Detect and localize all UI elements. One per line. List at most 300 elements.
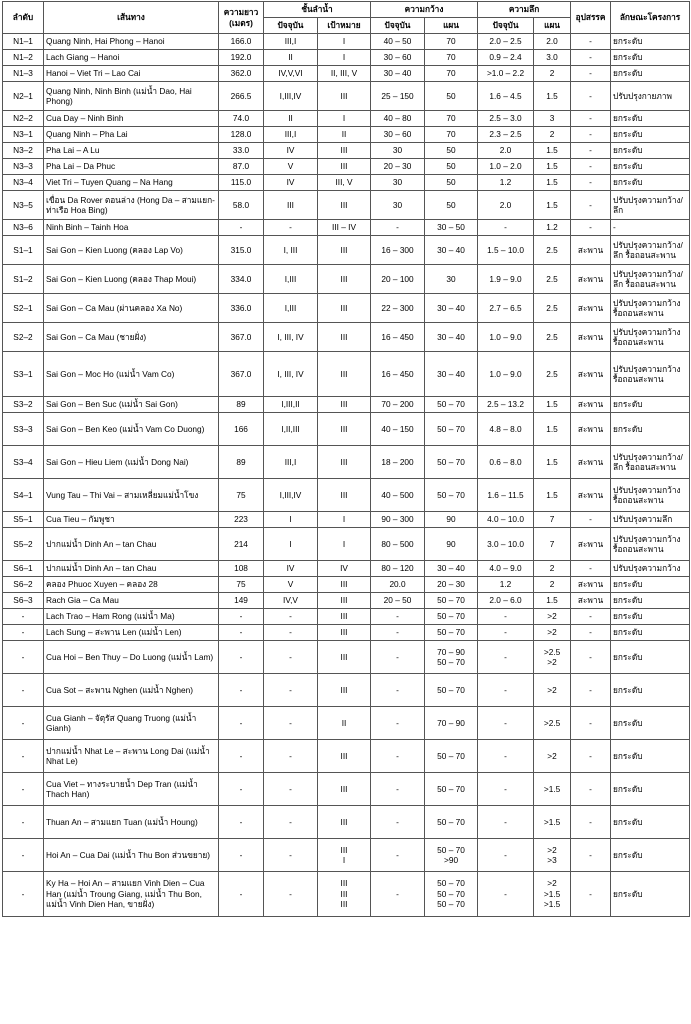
cell-id: N3–5	[3, 191, 44, 220]
cell-route: Ninh Binh – Tainh Hoa	[44, 220, 219, 236]
cell-width-current: 40 – 500	[371, 479, 425, 512]
cell-width-plan: 30 – 40	[425, 561, 478, 577]
cell-length: 266.5	[219, 82, 264, 111]
table-row	[3, 111, 690, 127]
table-row	[3, 175, 690, 191]
cell-depth-plan: 7	[534, 528, 571, 561]
cell-route: Rach Gia – Ca Mau	[44, 593, 219, 609]
cell-length: 367.0	[219, 352, 264, 397]
cell-width-current: -	[371, 609, 425, 625]
cell-class-target: III	[318, 236, 371, 265]
cell-route: Hoi An – Cua Dai (แม่น้ำ Thu Bon ส่วนขยาย)	[44, 839, 219, 872]
cell-width-current: 18 – 200	[371, 446, 425, 479]
cell-depth-current: >1.0 – 2.2	[478, 66, 534, 82]
cell-class-current: -	[264, 872, 318, 917]
cell-depth-current: -	[478, 625, 534, 641]
cell-obstacle: -	[571, 143, 611, 159]
cell-depth-plan: 2	[534, 561, 571, 577]
cell-project: ปรับปรุงความกว้าง รื้อถอนสะพาน	[611, 352, 690, 397]
cell-route: Quang Ninh, Hai Phong – Hanoi	[44, 34, 219, 50]
cell-width-plan: 30 – 50	[425, 220, 478, 236]
cell-depth-plan: 1.5	[534, 446, 571, 479]
cell-class-target: III – IV	[318, 220, 371, 236]
cell-route: Sai Gon – Moc Ho (แม่น้ำ Vam Co)	[44, 352, 219, 397]
cell-depth-plan: 2	[534, 127, 571, 143]
cell-obstacle: -	[571, 561, 611, 577]
cell-length: 33.0	[219, 143, 264, 159]
cell-depth-current: 1.6 – 11.5	[478, 479, 534, 512]
table-body	[3, 34, 690, 917]
col-depth-header: ความลึก	[478, 2, 571, 18]
cell-route: Thuan An – สามแยก Tuan (แม่น้ำ Houng)	[44, 806, 219, 839]
cell-depth-current: 1.5 – 10.0	[478, 236, 534, 265]
cell-width-current: 25 – 150	[371, 82, 425, 111]
cell-class-current: -	[264, 609, 318, 625]
cell-class-current: I, III	[264, 236, 318, 265]
cell-route: เขื่อน Da Rover ตอนล่าง (Hong Da – สามแยก-ท่าเรือ Hoa Bing)	[44, 191, 219, 220]
cell-class-current: I	[264, 528, 318, 561]
cell-depth-current: -	[478, 674, 534, 707]
table-row	[3, 143, 690, 159]
cell-id: S4–1	[3, 479, 44, 512]
cell-obstacle: สะพาน	[571, 413, 611, 446]
cell-class-target: III I	[318, 839, 371, 872]
cell-depth-plan: 2	[534, 577, 571, 593]
cell-project: ยกระดับ	[611, 143, 690, 159]
cell-depth-plan: 2.5	[534, 236, 571, 265]
cell-class-current: -	[264, 707, 318, 740]
col-width-header: ความกว้าง	[371, 2, 478, 18]
cell-depth-plan: >2	[534, 625, 571, 641]
cell-width-plan: 20 – 30	[425, 577, 478, 593]
cell-id: S2–2	[3, 323, 44, 352]
cell-project: ปรับปรุงความกว้าง	[611, 561, 690, 577]
cell-class-current: IV	[264, 143, 318, 159]
cell-length: 108	[219, 561, 264, 577]
cell-route: Sai Gon – Ben Keo (แม่น้ำ Vam Co Duong)	[44, 413, 219, 446]
cell-width-plan: 50 – 70	[425, 593, 478, 609]
cell-width-plan: 90	[425, 528, 478, 561]
waterway-projects-table	[2, 1, 690, 917]
cell-width-plan: 50 – 70	[425, 397, 478, 413]
cell-depth-current: 1.2	[478, 577, 534, 593]
cell-project: ยกระดับ	[611, 50, 690, 66]
cell-length: 315.0	[219, 236, 264, 265]
cell-length: 223	[219, 512, 264, 528]
cell-class-target: I	[318, 34, 371, 50]
cell-depth-current: 2.0 – 6.0	[478, 593, 534, 609]
cell-length: -	[219, 625, 264, 641]
cell-route: Cua Tieu – กัมพูชา	[44, 512, 219, 528]
cell-width-plan: 50	[425, 175, 478, 191]
cell-class-current: -	[264, 625, 318, 641]
cell-obstacle: -	[571, 111, 611, 127]
cell-class-current: IV,V,VI	[264, 66, 318, 82]
cell-length: 89	[219, 397, 264, 413]
cell-project: ปรับปรุงความกว้าง รื้อถอนสะพาน	[611, 479, 690, 512]
cell-depth-current: 2.0 – 2.5	[478, 34, 534, 50]
cell-length: 334.0	[219, 265, 264, 294]
cell-class-target: III	[318, 397, 371, 413]
cell-class-target: I	[318, 50, 371, 66]
cell-width-current: 20 – 50	[371, 593, 425, 609]
cell-class-current: -	[264, 220, 318, 236]
cell-depth-current: -	[478, 806, 534, 839]
cell-depth-plan: 1.5	[534, 175, 571, 191]
cell-obstacle: -	[571, 674, 611, 707]
cell-depth-plan: 2	[534, 66, 571, 82]
cell-depth-plan: 3.0	[534, 50, 571, 66]
cell-obstacle: -	[571, 220, 611, 236]
cell-class-current: -	[264, 740, 318, 773]
table-row	[3, 674, 690, 707]
cell-width-current: 30	[371, 191, 425, 220]
cell-depth-current: -	[478, 872, 534, 917]
cell-route: Quang Ninh – Pha Lai	[44, 127, 219, 143]
cell-id: N2–1	[3, 82, 44, 111]
cell-length: 75	[219, 577, 264, 593]
cell-project: ยกระดับ	[611, 641, 690, 674]
cell-route: Cua Gianh – จัตุรัส Quang Truong (แม่น้ำ Gianh)	[44, 707, 219, 740]
cell-class-current: -	[264, 674, 318, 707]
cell-obstacle: สะพาน	[571, 593, 611, 609]
cell-width-current: 30	[371, 175, 425, 191]
cell-class-target: III	[318, 625, 371, 641]
table-row	[3, 740, 690, 773]
cell-depth-plan: >2 >1.5 >1.5	[534, 872, 571, 917]
cell-obstacle: -	[571, 512, 611, 528]
cell-width-current: 80 – 500	[371, 528, 425, 561]
cell-id: S3–4	[3, 446, 44, 479]
cell-id: N1–2	[3, 50, 44, 66]
cell-project: ยกระดับ	[611, 609, 690, 625]
cell-project: ยกระดับ	[611, 806, 690, 839]
cell-class-target: III	[318, 413, 371, 446]
cell-width-plan: 50 – 70	[425, 413, 478, 446]
cell-depth-plan: 3	[534, 111, 571, 127]
cell-width-current: -	[371, 674, 425, 707]
cell-width-current: 40 – 50	[371, 34, 425, 50]
cell-obstacle: -	[571, 82, 611, 111]
cell-project: ยกระดับ	[611, 397, 690, 413]
cell-length: -	[219, 220, 264, 236]
col-length-label: ความยาว	[223, 7, 259, 18]
cell-depth-plan: >1.5	[534, 806, 571, 839]
header-row-1	[3, 2, 690, 18]
cell-route: Lach Trao – Ham Rong (แม่น้ำ Ma)	[44, 609, 219, 625]
cell-depth-plan: 2.0	[534, 34, 571, 50]
cell-project: ปรับปรุงความกว้าง/ลึก รื้อถอนสะพาน	[611, 236, 690, 265]
cell-route: ปากแม่น้ำ Nhat Le – สะพาน Long Dai (แม่น้ำ Nhat Le)	[44, 740, 219, 773]
cell-depth-current: 2.0	[478, 143, 534, 159]
cell-depth-current: 1.2	[478, 175, 534, 191]
table-row	[3, 294, 690, 323]
col-class-header: ชั้นลำน้ำ	[264, 2, 371, 18]
cell-obstacle: -	[571, 839, 611, 872]
cell-id: N3–6	[3, 220, 44, 236]
cell-project: ยกระดับ	[611, 66, 690, 82]
cell-class-current: -	[264, 806, 318, 839]
cell-length: 166	[219, 413, 264, 446]
cell-project: ยกระดับ	[611, 593, 690, 609]
cell-depth-current: 4.8 – 8.0	[478, 413, 534, 446]
table-row	[3, 127, 690, 143]
cell-id: -	[3, 641, 44, 674]
cell-id: N3–3	[3, 159, 44, 175]
cell-width-plan: 70	[425, 34, 478, 50]
cell-length: -	[219, 806, 264, 839]
cell-depth-current: 1.0 – 9.0	[478, 352, 534, 397]
cell-depth-plan: >2	[534, 740, 571, 773]
cell-depth-plan: >2	[534, 609, 571, 625]
cell-project: ยกระดับ	[611, 707, 690, 740]
cell-obstacle: -	[571, 34, 611, 50]
col-length-header	[219, 2, 264, 34]
table-row	[3, 806, 690, 839]
cell-class-current: II	[264, 50, 318, 66]
cell-obstacle: -	[571, 641, 611, 674]
cell-depth-plan: 2.5	[534, 294, 571, 323]
cell-length: -	[219, 839, 264, 872]
cell-route: Quang Ninh, Ninh Binh (แม่น้ำ Dao, Hai Phong)	[44, 82, 219, 111]
cell-width-current: -	[371, 806, 425, 839]
cell-class-current: III,I	[264, 127, 318, 143]
cell-width-current: 22 – 300	[371, 294, 425, 323]
depth-plan-header: แผน	[534, 18, 571, 34]
cell-length: 362.0	[219, 66, 264, 82]
cell-depth-current: -	[478, 740, 534, 773]
cell-width-current: -	[371, 641, 425, 674]
cell-class-target: III	[318, 294, 371, 323]
cell-width-current: 40 – 150	[371, 413, 425, 446]
cell-id: S3–2	[3, 397, 44, 413]
cell-id: N3–2	[3, 143, 44, 159]
cell-width-current: -	[371, 740, 425, 773]
cell-depth-current: 1.9 – 9.0	[478, 265, 534, 294]
cell-depth-current: 1.0 – 2.0	[478, 159, 534, 175]
cell-obstacle: สะพาน	[571, 446, 611, 479]
table-row	[3, 773, 690, 806]
cell-project: ยกระดับ	[611, 413, 690, 446]
cell-depth-plan: 2.5	[534, 352, 571, 397]
cell-class-target: III	[318, 641, 371, 674]
cell-width-plan: 50 – 70	[425, 479, 478, 512]
cell-class-target: III	[318, 479, 371, 512]
cell-width-plan: 50 – 70 >90	[425, 839, 478, 872]
cell-length: 214	[219, 528, 264, 561]
cell-class-current: I,III	[264, 265, 318, 294]
cell-route: คลอง Phuoc Xuyen – คลอง 28	[44, 577, 219, 593]
cell-route: Cua Viet – ทางระบายน้ำ Dep Tran (แม่น้ำ Thach Han)	[44, 773, 219, 806]
cell-width-plan: 30 – 40	[425, 352, 478, 397]
cell-route: Vung Tau – Thi Vai – สามเหลี่ยมแม่น้ำโขง	[44, 479, 219, 512]
table-row	[3, 577, 690, 593]
cell-obstacle: -	[571, 707, 611, 740]
cell-width-plan: 70	[425, 50, 478, 66]
cell-width-plan: 50 – 70	[425, 446, 478, 479]
cell-obstacle: สะพาน	[571, 294, 611, 323]
cell-depth-current: -	[478, 839, 534, 872]
cell-length: -	[219, 773, 264, 806]
cell-obstacle: สะพาน	[571, 397, 611, 413]
cell-length: 149	[219, 593, 264, 609]
cell-width-current: -	[371, 625, 425, 641]
cell-width-current: 30 – 60	[371, 127, 425, 143]
cell-route: Ky Ha – Hoi An – สามแยก Vinh Dien – Cua Han (แม่น้ำ Troung Giang, แม่น้ำ Thu Bon, แม่น้ำ Vinh Dien Han, ขายฝั่ง)	[44, 872, 219, 917]
class-current-header: ปัจจุบัน	[264, 18, 318, 34]
cell-class-target: III	[318, 82, 371, 111]
cell-class-current: III,I	[264, 34, 318, 50]
cell-class-current: I,III,II	[264, 397, 318, 413]
cell-depth-plan: 1.5	[534, 159, 571, 175]
cell-depth-current: -	[478, 609, 534, 625]
cell-route: Cua Hoi – Ben Thuy – Do Luong (แม่น้ำ Lam)	[44, 641, 219, 674]
cell-class-target: III	[318, 323, 371, 352]
cell-id: N3–4	[3, 175, 44, 191]
cell-route: Sai Gon – Hieu Liem (แม่น้ำ Dong Nai)	[44, 446, 219, 479]
table-row	[3, 236, 690, 265]
cell-class-target: III	[318, 593, 371, 609]
cell-id: -	[3, 674, 44, 707]
cell-width-current: 20 – 30	[371, 159, 425, 175]
cell-id: S6–1	[3, 561, 44, 577]
cell-depth-current: 3.0 – 10.0	[478, 528, 534, 561]
cell-class-current: II	[264, 111, 318, 127]
table-row	[3, 34, 690, 50]
table-row	[3, 561, 690, 577]
cell-width-plan: 70	[425, 127, 478, 143]
cell-width-plan: 50 – 70	[425, 806, 478, 839]
cell-class-target: III	[318, 159, 371, 175]
cell-project: ยกระดับ	[611, 127, 690, 143]
cell-class-target: I	[318, 512, 371, 528]
cell-class-target: III	[318, 609, 371, 625]
cell-depth-current: 0.6 – 8.0	[478, 446, 534, 479]
cell-depth-plan: >2	[534, 674, 571, 707]
cell-class-current: I,III,IV	[264, 82, 318, 111]
cell-class-target: III	[318, 446, 371, 479]
depth-current-header: ปัจจุบัน	[478, 18, 534, 34]
cell-obstacle: -	[571, 806, 611, 839]
cell-id: S1–2	[3, 265, 44, 294]
class-target-header: เป้าหมาย	[318, 18, 371, 34]
cell-depth-current: 2.5 – 13.2	[478, 397, 534, 413]
cell-route: Sai Gon – Ca Mau (ผ่านคลอง Xa No)	[44, 294, 219, 323]
cell-class-target: II	[318, 127, 371, 143]
table-row	[3, 872, 690, 917]
cell-class-target: III III III	[318, 872, 371, 917]
table-row	[3, 609, 690, 625]
cell-width-current: 16 – 450	[371, 323, 425, 352]
cell-depth-current: 2.3 – 2.5	[478, 127, 534, 143]
cell-depth-plan: 2.5	[534, 265, 571, 294]
cell-class-target: II, III, V	[318, 66, 371, 82]
cell-route: ปากแม่น้ำ Dinh An – tan Chau	[44, 528, 219, 561]
cell-class-target: I	[318, 528, 371, 561]
cell-class-current: I,II,III	[264, 413, 318, 446]
cell-project: ยกระดับ	[611, 839, 690, 872]
cell-width-current: -	[371, 839, 425, 872]
cell-id: -	[3, 806, 44, 839]
cell-route: Sai Gon – Kien Luong (คลอง Lap Vo)	[44, 236, 219, 265]
cell-width-plan: 50	[425, 82, 478, 111]
cell-width-current: 20 – 100	[371, 265, 425, 294]
cell-obstacle: สะพาน	[571, 236, 611, 265]
cell-id: S3–3	[3, 413, 44, 446]
cell-id: -	[3, 740, 44, 773]
cell-width-plan: 50	[425, 143, 478, 159]
cell-project: ยกระดับ	[611, 872, 690, 917]
cell-class-target: III	[318, 143, 371, 159]
cell-id: S5–2	[3, 528, 44, 561]
cell-class-target: IV	[318, 561, 371, 577]
cell-id: -	[3, 839, 44, 872]
cell-project: ปรับปรุงความกว้าง/ลึก	[611, 191, 690, 220]
cell-length: -	[219, 740, 264, 773]
cell-depth-plan: 1.5	[534, 191, 571, 220]
cell-obstacle: สะพาน	[571, 323, 611, 352]
cell-length: -	[219, 641, 264, 674]
cell-project: ปรับปรุงความกว้าง รื้อถอนสะพาน	[611, 323, 690, 352]
cell-obstacle: สะพาน	[571, 528, 611, 561]
table-row	[3, 159, 690, 175]
table-row	[3, 528, 690, 561]
table-row	[3, 323, 690, 352]
cell-depth-current: -	[478, 641, 534, 674]
table-row	[3, 593, 690, 609]
cell-project: ยกระดับ	[611, 740, 690, 773]
cell-class-target: III	[318, 740, 371, 773]
cell-class-current: V	[264, 159, 318, 175]
cell-width-current: 30	[371, 143, 425, 159]
cell-project: ยกระดับ	[611, 577, 690, 593]
cell-obstacle: -	[571, 740, 611, 773]
cell-route: Pha Lai – Da Phuc	[44, 159, 219, 175]
cell-depth-plan: 2.5	[534, 323, 571, 352]
cell-obstacle: -	[571, 175, 611, 191]
table-row	[3, 446, 690, 479]
col-project-header: ลักษณะโครงการ	[611, 2, 690, 34]
cell-project: ปรับปรุงความกว้าง รื้อถอนสะพาน	[611, 528, 690, 561]
cell-class-target: I	[318, 111, 371, 127]
cell-depth-current: 1.6 – 4.5	[478, 82, 534, 111]
cell-width-current: 20.0	[371, 577, 425, 593]
cell-width-plan: 30 – 40	[425, 236, 478, 265]
table-row	[3, 641, 690, 674]
cell-id: S3–1	[3, 352, 44, 397]
table-row	[3, 839, 690, 872]
cell-depth-plan: 1.5	[534, 82, 571, 111]
cell-class-target: III	[318, 674, 371, 707]
cell-depth-current: 2.7 – 6.5	[478, 294, 534, 323]
cell-obstacle: สะพาน	[571, 265, 611, 294]
cell-route: Lach Giang – Hanoi	[44, 50, 219, 66]
table-row	[3, 707, 690, 740]
cell-width-current: 80 – 120	[371, 561, 425, 577]
cell-obstacle: สะพาน	[571, 352, 611, 397]
cell-id: -	[3, 707, 44, 740]
cell-width-plan: 70	[425, 66, 478, 82]
cell-obstacle: -	[571, 127, 611, 143]
col-route-header: เส้นทาง	[44, 2, 219, 34]
cell-project: ยกระดับ	[611, 773, 690, 806]
cell-width-plan: 50	[425, 159, 478, 175]
cell-class-target: III	[318, 577, 371, 593]
table-row	[3, 413, 690, 446]
cell-project: ยกระดับ	[611, 625, 690, 641]
cell-project: -	[611, 220, 690, 236]
cell-depth-current: -	[478, 773, 534, 806]
